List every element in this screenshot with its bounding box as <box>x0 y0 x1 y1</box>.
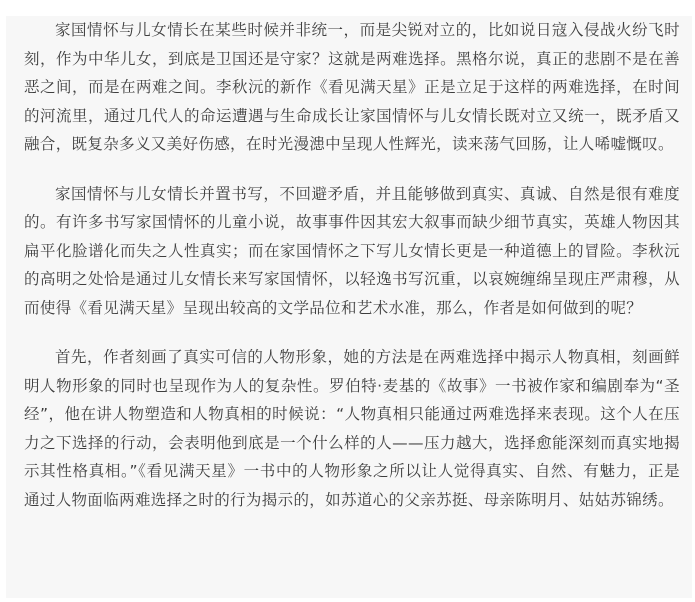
paragraph-3: 首先，作者刻画了真实可信的人物形象，她的方法是在两难选择中揭示人物真相，刻画鲜明人物形象的同时也呈现作为人的复杂性。罗伯特·麦基的《故事》一书被作家和编剧奉为“圣经”，他在讲人物塑造和人物真相的时候说：“人物真相只能通过两难选择来表现。这个人在压力之下选择的行动，会表明他到底是一个什么样的人——压力越大，选择愈能深刻而真实地揭示其性格真相。”《看见满天星》一书中的人物形象之所以让人觉得真实、自然、有魅力，正是通过人物面临两难选择之时的行为揭示的，如苏道心的父亲苏挺、母亲陈明月、姑姑苏锦绣。 <box>24 348 680 509</box>
paragraph-1: 家国情怀与儿女情长在某些时候并非统一，而是尖锐对立的，比如说日寇入侵战火纷飞时刻，作为中华儿女，到底是卫国还是守家？这就是两难选择。黑格尔说，真正的悲剧不是在善恶之间，而是在两难之间。李秋沅的新作《看见满天星》正是立足于这样的两难选择，在时间的河流里，通过几代人的命运遭遇与生命成长让家国情怀与儿女情长既对立又统一，既矛盾又融合，既复杂多义又美好伤感，在时光漫漶中呈现人性辉光，读来荡气回肠，让人唏嘘慨叹。 <box>24 21 680 153</box>
article-body <box>6 16 692 598</box>
paragraph-2: 家国情怀与儿女情长并置书写，不回避矛盾，并且能够做到真实、真诚、自然是很有难度的。有许多书写家国情怀的儿童小说，故事事件因其宏大叙事而缺少细节真实，英雄人物因其扁平化脸谱化而失之人性真实；而在家国情怀之下写儿女情长更是一种道德上的冒险。李秋沅的高明之处恰是通过儿女情长来写家国情怀，以轻逸书写沉重，以哀婉缠绵呈现庄严肃穆，从而使得《看见满天星》呈现出较高的文学品位和艺术水准，那么，作者是如何做到的呢？ <box>24 184 680 317</box>
